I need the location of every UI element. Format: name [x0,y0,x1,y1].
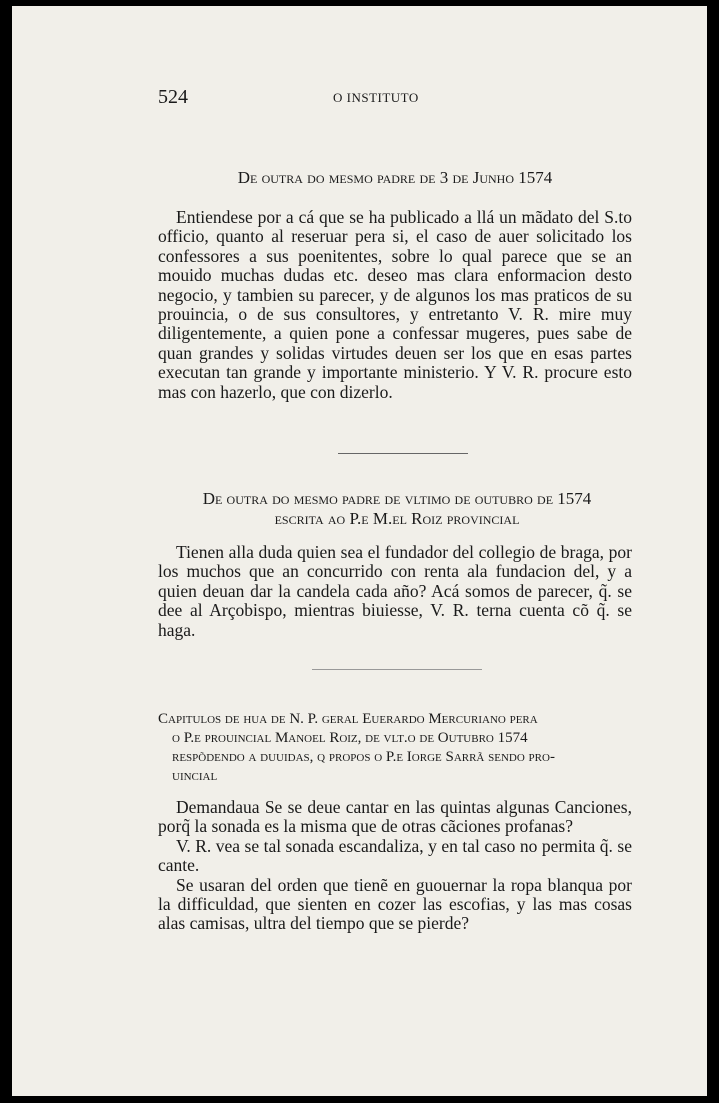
section3-heading-line: respõdendo a duuidas, q propos o P.e Iorge Sarrã sendo pro- [172,749,555,765]
section3-paragraph: Se usaran del orden que tienẽ en guouernar la ropa blanqua por la difficuldad, que sienten en cozer las escofias, y las mas cosas alas camisas, ultra del tiempo que se pierde? [158,874,632,934]
section1-paragraph: Entiendese por a cá que se ha publicado a llá un mãdato del S.to officio, quanto al reseruar pera si, el caso de auer solicitado los confessores a sus poenitentes, sobre lo qual parece que se an mouido muchas dudas etc. deseo mas clara enformacion desto negocio, y tambien su parecer, y de algunos los mas praticos de su prouincia, o de sus consultores, y entretanto V. R. mire muy diligentemente, a quien pone a confessar mugeres, pues sabe de quan grandes y solidas virtudes deuen ser los que en esas partes executan tan grande y importante ministerio. Y V. R. procure esto mas con hazerlo, que con dizerlo. [158,207,632,402]
section3-paragraph: V. R. vea se tal sonada escandaliza, y en tal caso no permita q̃. se cante. [158,835,632,876]
page-header [158,86,638,110]
section2-heading [152,489,642,529]
section3-heading-line: o P.e prouincial Manoel Roiz, de vlt.o de Outubro 1574 [172,730,528,746]
section2-paragraph: Tienen alla duda quien sea el fundador del collegio de braga, por los muchos que an concurrido con renta ala fundacion del, y a quien deuan dar la candela cada año? Acá somos de parecer, q̃. se dee al Arçobispo, mientras biuiesse, V. R. terna cuenta cõ q̃. se haga. [158,542,632,640]
section3-heading-line: Capitulos de hua de N. P. geral Euerardo Mercuriano pera [158,711,538,727]
section2-body [158,543,632,640]
section-divider [312,669,482,670]
section2-heading-line2: escrita ao P.e M.el Roiz provincial [274,509,520,528]
section3-paragraph: Demandaua Se se deue cantar en las quintas algunas Canciones, porq̃ la sonada es la misma que de otras cãciones profanas? [158,797,632,837]
section2-heading-line1: De outra do mesmo padre de vltimo de outubro de 1574 [202,489,592,508]
document-page [12,6,707,1096]
page-number: 524 [158,86,188,108]
section3-heading-line: uincial [172,768,218,784]
running-title: O INSTITUTO [333,90,419,105]
section3-heading [158,710,636,786]
section1-heading: De outra do mesmo padre de 3 de Junho 1574 [237,168,553,187]
section1-body [158,208,632,402]
section-divider [338,453,468,454]
section3-body [158,798,632,934]
